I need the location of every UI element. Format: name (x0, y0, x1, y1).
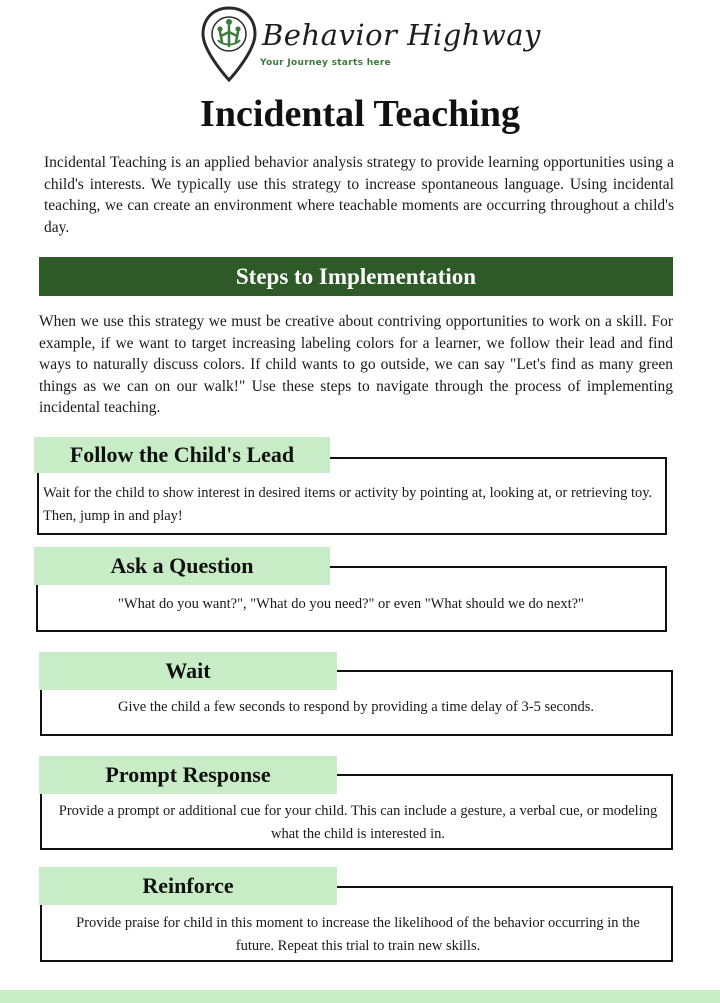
step-description: "What do you want?", "What do you need?" or even "What should we do next?" (118, 596, 584, 612)
step-title: Follow the Child's Lead (34, 437, 330, 473)
step-description: Provide a prompt or additional cue for your child. This can include a gesture, a verbal cue, or modeling what the child is interested in. (58, 803, 658, 842)
page-title: Incidental Teaching (200, 93, 520, 135)
description-paragraph: When we use this strategy we must be creative about contriving opportunities to work on a skill. For example, if we want to target increasing labeling colors for a learner, we follow their lead and find ways to naturally discuss colors. If child wants to go outside, we can say "Let's find as many green things as we can on our walk!" Use these steps to navigate through the process of implementing incidental teaching. (39, 313, 673, 416)
brand-logo (200, 6, 541, 84)
brand-name: Behavior Highway (262, 18, 541, 52)
footer-band (0, 990, 720, 1003)
step-description: Give the child a few seconds to respond by providing a time delay of 3-5 seconds. (118, 699, 594, 715)
intro-paragraph: Incidental Teaching is an applied behavior analysis strategy to provide learning opportunities using a child's interests. We typically use this strategy to increase spontaneous language. Using incidental teaching, we can create an environment where teachable moments are occurring throughout a child's day. (44, 154, 674, 236)
map-pin-figures-icon (200, 6, 258, 84)
step-description: Wait for the child to show interest in desired items or activity by pointing at, looking at, or retrieving toy. Then, jump in and play! (43, 485, 653, 524)
step-title: Ask a Question (34, 547, 330, 585)
step-description: Provide praise for child in this moment to increase the likelihood of the behavior occurring in the future. Repeat this trial to train new skills. (76, 915, 640, 954)
step-title: Reinforce (39, 867, 337, 905)
brand-tagline: Your Journey starts here (260, 58, 391, 68)
step-title: Wait (39, 652, 337, 690)
step-title: Prompt Response (39, 756, 337, 794)
section-banner: Steps to Implementation (39, 257, 673, 296)
